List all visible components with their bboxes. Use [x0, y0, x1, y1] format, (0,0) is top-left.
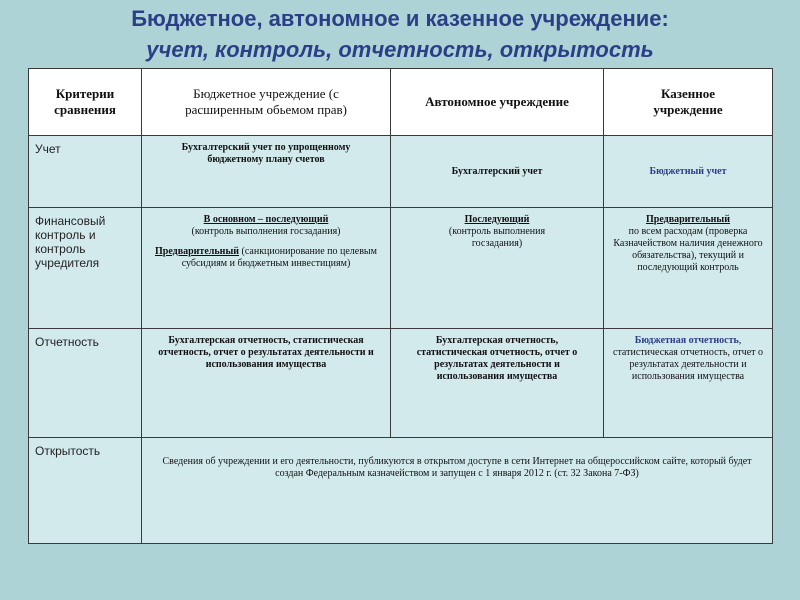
cell-control-autonomous: Последующий (контроль выполнения госзадания) [391, 208, 604, 329]
row-label-accounting: Учет [29, 136, 142, 208]
header-criteria: Критерии сравнения [29, 69, 142, 136]
cell-accounting-autonomous: Бухгалтерский учет [391, 136, 604, 208]
title-line-2: учет, контроль, отчетность, открытость [146, 37, 654, 62]
table-row [29, 208, 773, 329]
table-row [29, 329, 773, 438]
cell-openness: Сведения об учреждении и его деятельности, публикуются в открытом доступе в сети Интернет на общероссийском сайте, который будет создан Федеральным казначейством и запущен с 1 января 2012 г. (ст. 32 Закона 7-ФЗ) [142, 438, 773, 544]
cell-reporting-autonomous: Бухгалтерская отчетность, статистическая отчетность, отчет о результатах деятельности и использования имущества [391, 329, 604, 438]
table-row [29, 438, 773, 544]
table-row [29, 136, 773, 208]
header-autonomous: Автономное учреждение [391, 69, 604, 136]
row-label-control: Финансовый контроль и контроль учредителя [29, 208, 142, 329]
comparison-table [28, 68, 773, 544]
header-row [29, 69, 773, 136]
cell-control-budget: В основном – последующий (контроль выполнения госзадания) Предварительный (санкционирование по целевым субсидиям и бюджетным инвестициям) [142, 208, 391, 329]
cell-accounting-state: Бюджетный учет [604, 136, 773, 208]
row-label-openness: Открытость [29, 438, 142, 544]
cell-accounting-budget: Бухгалтерский учет по упрощенному бюджетному плану счетов [142, 136, 391, 208]
cell-reporting-budget: Бухгалтерская отчетность, статистическая отчетность, отчет о результатах деятельности и использования имущества [142, 329, 391, 438]
header-state: Казенное учреждение [604, 69, 773, 136]
row-label-reporting: Отчетность [29, 329, 142, 438]
header-budget: Бюджетное учреждение (с расширенным обьемом прав) [142, 69, 391, 136]
title-line-1: Бюджетное, автономное и казенное учреждение: [131, 6, 669, 31]
cell-control-state: Предварительный по всем расходам (проверка Казначейством наличия денежного обязательства), текущий и последующий контроль [604, 208, 773, 329]
cell-reporting-state: Бюджетная отчетность, статистическая отчетность, отчет о результатах деятельности и использования имущества [604, 329, 773, 438]
